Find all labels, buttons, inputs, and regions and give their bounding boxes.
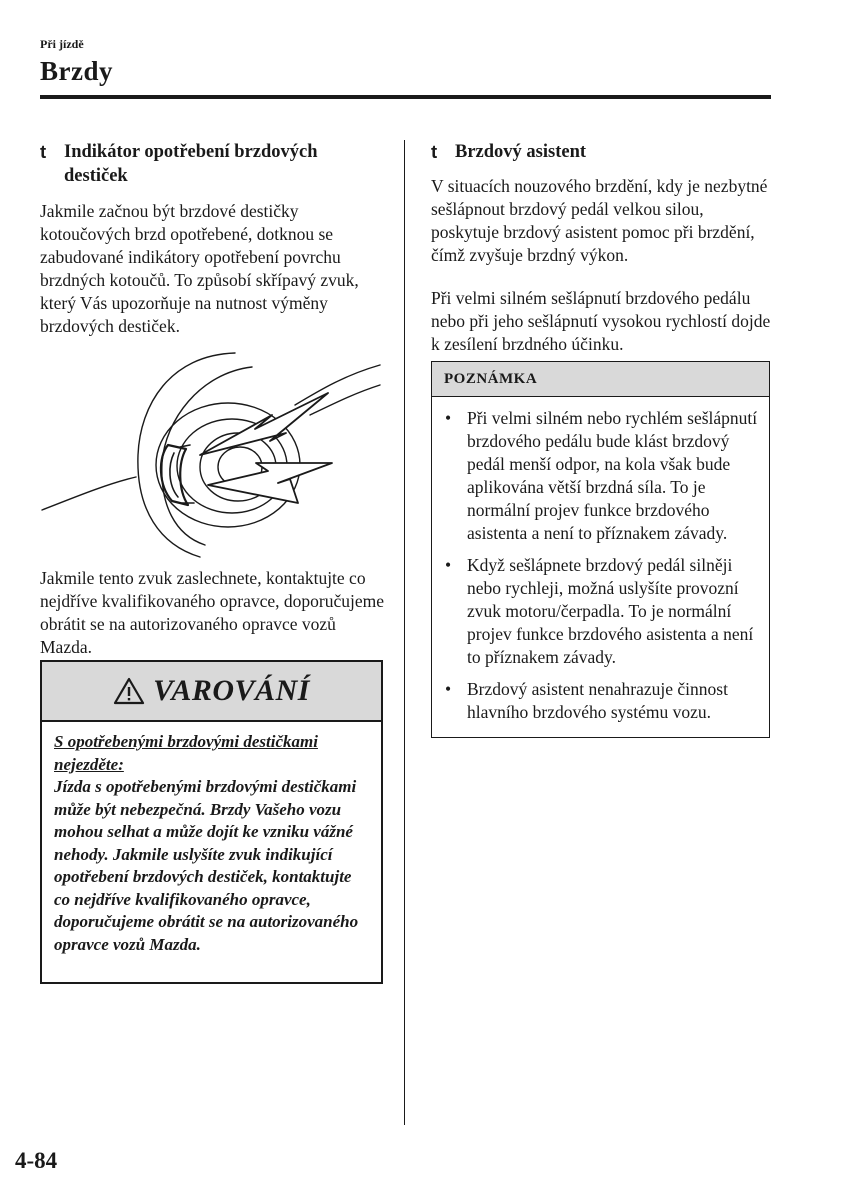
warning-triangle-icon (113, 677, 145, 705)
note-item-text: Když sešlápnete brzdový pedál silněji nebo rychleji, možná uslyšíte provozní zvuk motoru/čerpadla. To je normální projev funkce brzdového asistenta a není to příznakem závady. (467, 555, 754, 667)
note-item (432, 407, 759, 545)
heading-bullet: t (40, 141, 47, 162)
brake-assist-strong-press-paragraph: Při velmi silném sešlápnutí brzdového pedálu nebo při jeho sešlápnutí vysokou rychlostí dojde k zesílení brzdného účinku. (431, 288, 771, 354)
header-rule (40, 95, 771, 99)
brake-wheel-illustration (40, 345, 385, 560)
note-list (432, 397, 769, 724)
heading-bullet: t (431, 141, 438, 162)
note-item (432, 554, 759, 669)
bullet-icon: • (445, 408, 452, 428)
contact-service-paragraph: Jakmile tento zvuk zaslechnete, kontaktujte co nejdříve kvalifikovaného opravce, doporučujeme obrátit se na autorizovaného opravce vozů Mazda. (40, 568, 385, 657)
bullet-icon: • (445, 679, 452, 699)
heading-text: Brzdový asistent (455, 142, 587, 162)
brake-assist-heading (431, 140, 776, 164)
page-number: 4-84 (15, 1148, 58, 1173)
warning-subtitle: S opotřebenými brzdovými destičkami nejezděte: (54, 732, 318, 774)
note-item-text: Brzdový asistent nenahrazuje činnost hlavního brzdového systému vozu. (467, 679, 728, 722)
brake-assist-paragraph: V situacích nouzového brzdění, kdy je nezbytné sešlápnout brzdový pedál velkou silou, poskytuje brzdový asistent pomoc při brzdění, čímž zvyšuje brzdný výkon. (431, 176, 768, 265)
note-title: POZNÁMKA (432, 362, 769, 397)
brake-pad-wear-heading (40, 140, 385, 188)
chapter-label: Při jízdě (40, 37, 84, 51)
column-divider (404, 140, 405, 1125)
note-box (431, 361, 770, 738)
heading-text: Indikátor opotřebení brzdových destiček (64, 142, 318, 186)
warning-title: VAROVÁNÍ (153, 674, 310, 707)
section-title: Brzdy (40, 56, 113, 86)
note-item (432, 678, 759, 724)
brake-pad-wear-paragraph: Jakmile začnou být brzdové destičky kotoučových brzd opotřebené, dotknou se zabudované indikátory opotřebení povrchu brzdných kotoučů. To způsobí skřípavý zvuk, který Vás upozorňuje na nutnost výměny brzdových destiček. (40, 201, 359, 336)
warning-text: Jízda s opotřebenými brzdovými destičkami může být nebezpečná. Brzdy Vašeho vozu mohou selhat a může dojít ke vzniku vážné nehody. Jakmile uslyšíte zvuk indikující opotřebení brzdových destiček, kontaktujte co nejdříve kvalifikovaného opravce, doporučujeme obrátit se na autorizovaného opravce vozů Mazda. (54, 777, 359, 954)
note-item-text: Při velmi silném nebo rychlém sešlápnutí brzdového pedálu bude klást brzdový pedál menší odpor, na kola však bude aplikována větší brzdná síla. To je normální projev funkce brzdového asistenta a není to příznakem závady. (467, 408, 758, 543)
warning-body (42, 722, 381, 956)
bullet-icon: • (445, 555, 452, 575)
warning-header (42, 662, 381, 722)
warning-box (40, 660, 383, 984)
